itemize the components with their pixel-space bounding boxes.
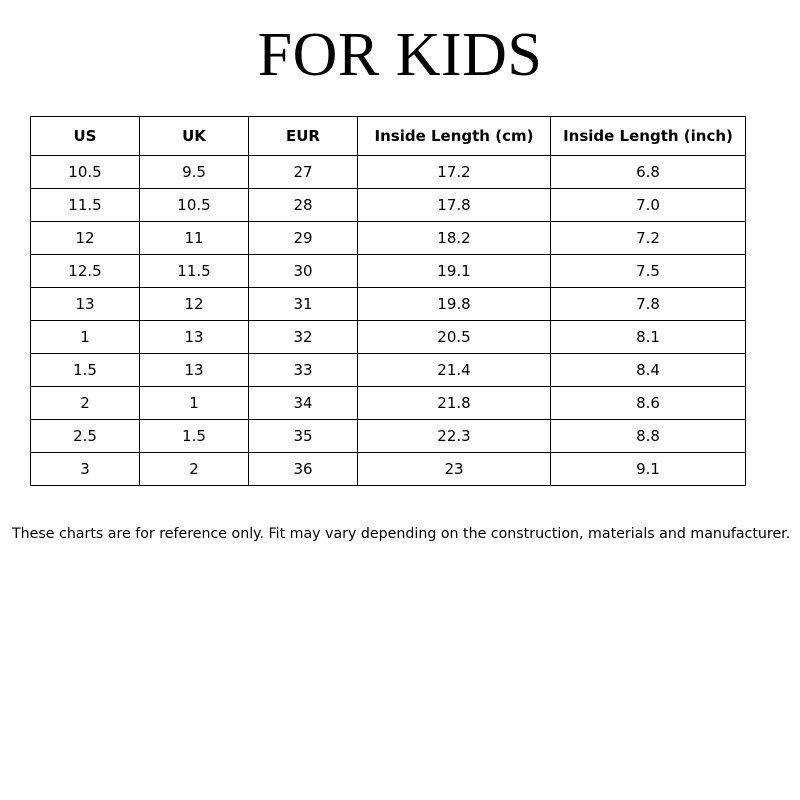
cell-us-size: 10.5 [31, 156, 140, 189]
column-header-eur: EUR [249, 117, 358, 156]
cell-us-size: 2.5 [31, 420, 140, 453]
cell-us-size: 2 [31, 387, 140, 420]
cell-inside-length-cm: 21.8 [358, 387, 551, 420]
cell-inside-length-cm: 17.2 [358, 156, 551, 189]
cell-inside-length-inch: 8.8 [551, 420, 746, 453]
cell-inside-length-cm: 21.4 [358, 354, 551, 387]
cell-inside-length-inch: 7.8 [551, 288, 746, 321]
cell-eur-size: 30 [249, 255, 358, 288]
cell-us-size: 11.5 [31, 189, 140, 222]
table-header-row [31, 117, 746, 156]
cell-inside-length-cm: 22.3 [358, 420, 551, 453]
table-row [31, 156, 746, 189]
table-row [31, 420, 746, 453]
cell-inside-length-inch: 7.0 [551, 189, 746, 222]
cell-eur-size: 33 [249, 354, 358, 387]
cell-us-size: 12.5 [31, 255, 140, 288]
cell-us-size: 13 [31, 288, 140, 321]
table-row [31, 321, 746, 354]
cell-eur-size: 35 [249, 420, 358, 453]
cell-eur-size: 34 [249, 387, 358, 420]
cell-eur-size: 36 [249, 453, 358, 486]
cell-inside-length-inch: 8.6 [551, 387, 746, 420]
cell-us-size: 1 [31, 321, 140, 354]
disclaimer-note: These charts are for reference only. Fit may vary depending on the construction, materials and manufacturer. [12, 526, 791, 542]
cell-uk-size: 13 [140, 354, 249, 387]
cell-us-size: 3 [31, 453, 140, 486]
cell-uk-size: 11 [140, 222, 249, 255]
cell-uk-size: 2 [140, 453, 249, 486]
table-body [31, 156, 746, 486]
cell-inside-length-cm: 20.5 [358, 321, 551, 354]
cell-eur-size: 31 [249, 288, 358, 321]
cell-eur-size: 28 [249, 189, 358, 222]
cell-inside-length-inch: 6.8 [551, 156, 746, 189]
cell-eur-size: 29 [249, 222, 358, 255]
cell-inside-length-inch: 8.4 [551, 354, 746, 387]
column-header-us: US [31, 117, 140, 156]
cell-inside-length-inch: 9.1 [551, 453, 746, 486]
size-chart-table [30, 116, 746, 486]
table-row [31, 189, 746, 222]
table-row [31, 453, 746, 486]
column-header-inside-length-cm: Inside Length (cm) [358, 117, 551, 156]
cell-us-size: 12 [31, 222, 140, 255]
cell-inside-length-cm: 18.2 [358, 222, 551, 255]
cell-inside-length-inch: 8.1 [551, 321, 746, 354]
table-row [31, 288, 746, 321]
table-row [31, 255, 746, 288]
cell-inside-length-cm: 19.8 [358, 288, 551, 321]
cell-eur-size: 27 [249, 156, 358, 189]
cell-uk-size: 9.5 [140, 156, 249, 189]
cell-inside-length-inch: 7.5 [551, 255, 746, 288]
table-row [31, 354, 746, 387]
cell-uk-size: 12 [140, 288, 249, 321]
column-header-uk: UK [140, 117, 249, 156]
table-row [31, 387, 746, 420]
table-row [31, 222, 746, 255]
cell-inside-length-cm: 17.8 [358, 189, 551, 222]
cell-uk-size: 13 [140, 321, 249, 354]
cell-us-size: 1.5 [31, 354, 140, 387]
page-title: FOR KIDS [257, 21, 543, 89]
cell-inside-length-cm: 23 [358, 453, 551, 486]
cell-eur-size: 32 [249, 321, 358, 354]
cell-uk-size: 1.5 [140, 420, 249, 453]
cell-uk-size: 1 [140, 387, 249, 420]
cell-uk-size: 11.5 [140, 255, 249, 288]
cell-inside-length-inch: 7.2 [551, 222, 746, 255]
cell-inside-length-cm: 19.1 [358, 255, 551, 288]
cell-uk-size: 10.5 [140, 189, 249, 222]
column-header-inside-length-inch: Inside Length (inch) [551, 117, 746, 156]
